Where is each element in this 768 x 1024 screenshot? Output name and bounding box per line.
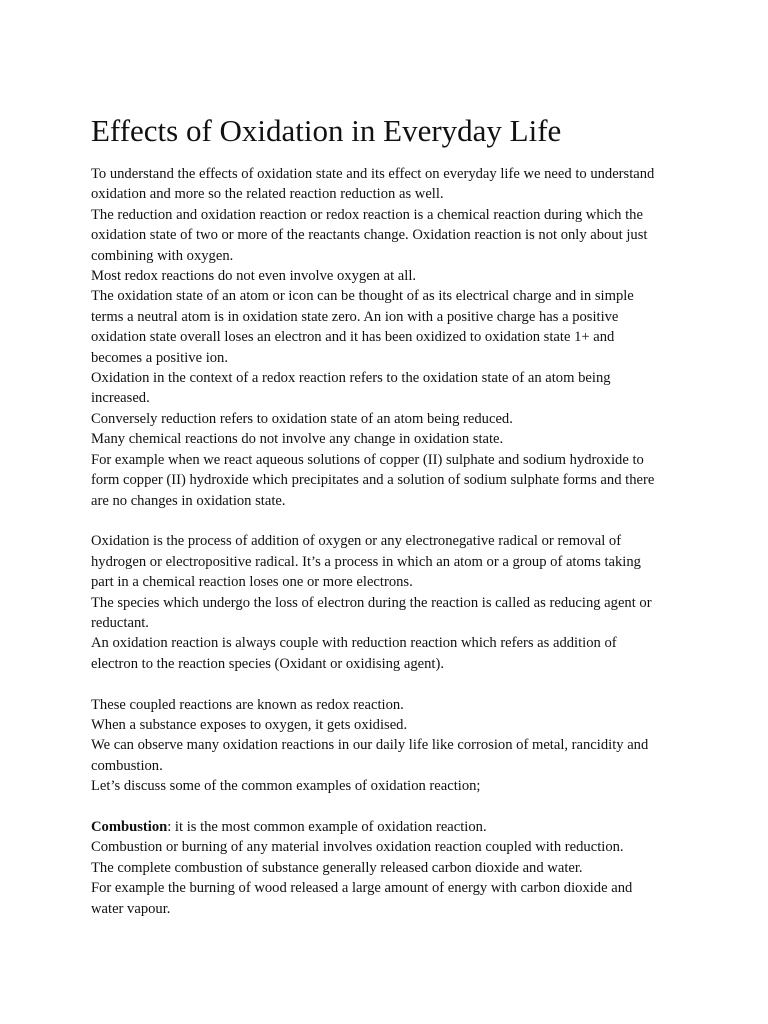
paragraph-spacer [91, 674, 691, 694]
text-line: becomes a positive ion. [91, 349, 228, 366]
text-line: terms a neutral atom is in oxidation state zero. An ion with a positive charge has a positive [91, 308, 619, 325]
text-line: When a substance exposes to oxygen, it gets oxidised. [91, 716, 408, 733]
paragraph-spacer [91, 797, 691, 817]
text-line: The oxidation state of an atom or icon can be thought of as its electrical charge and in simple [91, 288, 634, 305]
combustion-heading-line [91, 817, 691, 837]
text-line: are no changes in oxidation state. [91, 492, 286, 509]
text-line: Most redox reactions do not even involve oxygen at all. [91, 268, 417, 285]
text-line: These coupled reactions are known as redox reaction. [91, 696, 404, 713]
text-line: Conversely reduction refers to oxidation state of an atom being reduced. [91, 410, 513, 427]
text-line: The complete combustion of substance generally released carbon dioxide and water. [91, 859, 583, 876]
text-line: oxidation state of two or more of the reactants change. Oxidation reaction is not only about just [91, 227, 648, 244]
text-line: The species which undergo the loss of electron during the reaction is called as reducing agent or [91, 594, 652, 611]
text-line: reductant. [91, 614, 149, 631]
text-line: To understand the effects of oxidation state and its effect on everyday life we need to understand [91, 166, 655, 182]
text-line: Many chemical reactions do not involve any change in oxidation state. [91, 431, 504, 448]
combustion-definition: : it is the most common example of oxidation reaction. [167, 818, 487, 835]
combustion-paragraph [91, 817, 691, 919]
text-line: part in a chemical reaction loses one or more electrons. [91, 574, 413, 591]
combustion-lines [91, 837, 691, 919]
text-line: hydrogen or electropositive radical. It’s a process in which an atom or a group of atoms taking [91, 553, 641, 570]
text-line: water vapour. [91, 900, 171, 917]
text-line: We can observe many oxidation reactions in our daily life like corrosion of metal, rancidity and [91, 737, 649, 754]
text-line: Combustion or burning of any material involves oxidation reaction coupled with reduction. [91, 839, 624, 856]
combustion-term: Combustion [91, 818, 168, 835]
text-line: oxidation and more so the related reaction reduction as well. [91, 186, 444, 203]
document-body [91, 164, 691, 919]
text-line: electron to the reaction species (Oxidant or oxidising agent). [91, 655, 444, 672]
text-line: An oxidation reaction is always couple with reduction reaction which refers as addition of [91, 635, 617, 652]
text-line: The reduction and oxidation reaction or redox reaction is a chemical reaction during which the [91, 206, 643, 223]
text-line: combustion. [91, 757, 163, 774]
text-line: combining with oxygen. [91, 247, 234, 264]
text-line: oxidation state overall loses an electron and it has been oxidized to oxidation state 1+ and [91, 329, 615, 346]
text-line: form copper (II) hydroxide which precipitates and a solution of sodium sulphate forms and there [91, 472, 655, 489]
text-line: For example when we react aqueous solutions of copper (II) sulphate and sodium hydroxide to [91, 451, 644, 468]
text-line: Oxidation in the context of a redox reaction refers to the oxidation state of an atom being [91, 370, 611, 387]
text-line: increased. [91, 390, 150, 407]
text-line: Let’s discuss some of the common examples of oxidation reaction; [91, 778, 481, 795]
text-line: For example the burning of wood released a large amount of energy with carbon dioxide and [91, 880, 633, 897]
intro-paragraphs [91, 164, 691, 817]
paragraph-spacer [91, 511, 691, 531]
text-line: Oxidation is the process of addition of oxygen or any electronegative radical or removal of [91, 533, 622, 550]
document-title: Effects of Oxidation in Everyday Life [91, 113, 562, 148]
